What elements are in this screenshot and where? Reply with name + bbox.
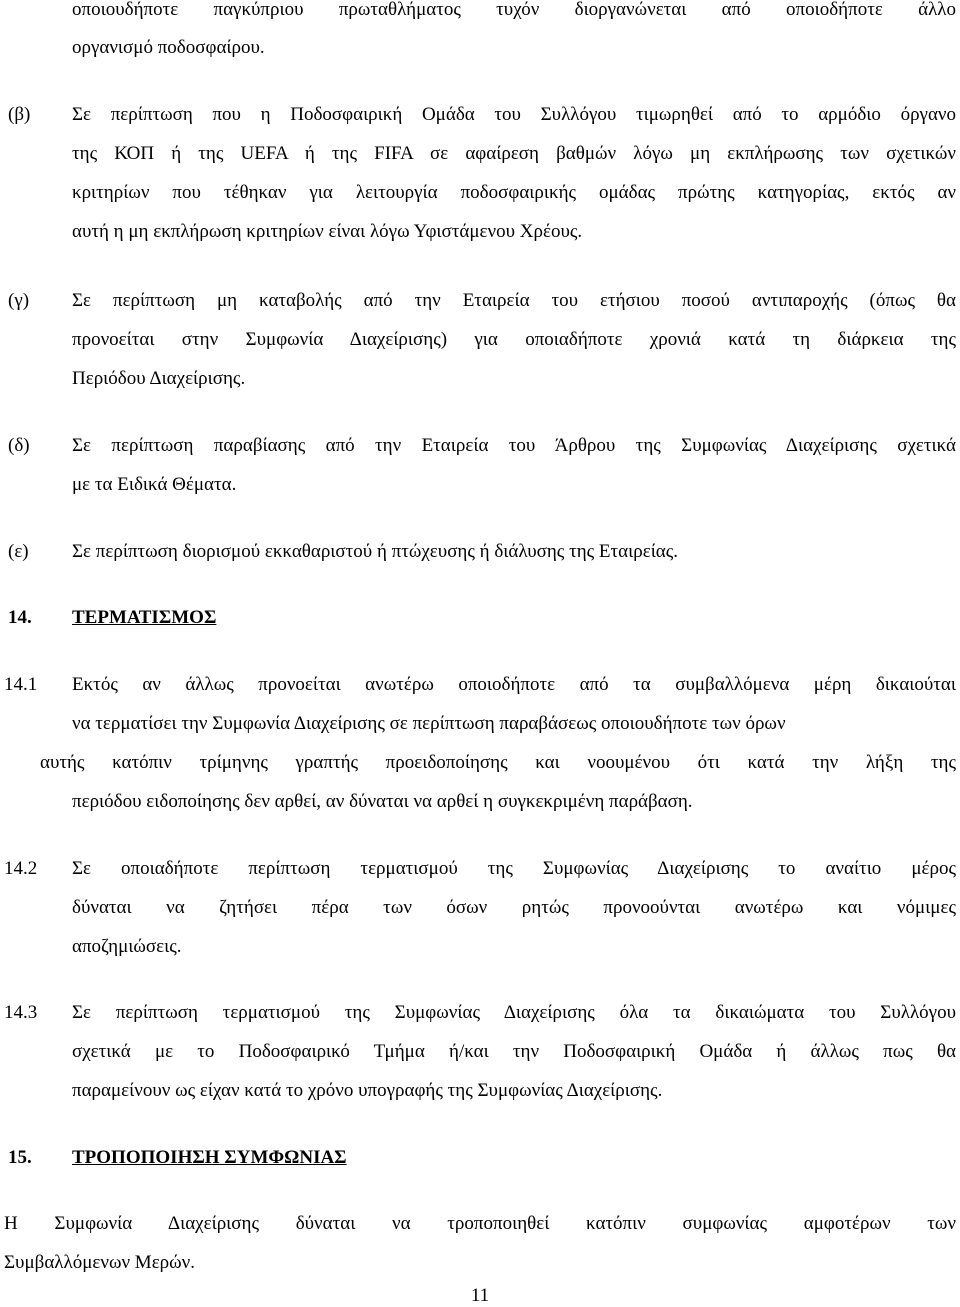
paragraph-line: οποιουδήποτε παγκύπριου πρωταθλήματος τυχόν διοργανώνεται από οποιοδήποτε άλλο — [72, 0, 956, 20]
paragraph-line: Εκτός αν άλλως προνοείται ανωτέρω οποιοδήποτε από τα συμβαλλόμενα μέρη δικαιούται — [72, 674, 956, 695]
paragraph-line: της ΚΟΠ ή της UEFA ή της FIFA σε αφαίρεση βαθμών λόγω μη εκπλήρωσης των σχετικών — [72, 143, 956, 164]
paragraph-line: Σε περίπτωση που η Ποδοσφαιρική Ομάδα του Συλλόγου τιμωρηθεί από το αρμόδιο όργανο — [72, 104, 956, 125]
paragraph-line: περιόδου ειδοποίησης δεν αρθεί, αν δύναται να αρθεί η συγκεκριμένη παράβαση. — [72, 791, 693, 812]
clause-number: 14.3 — [4, 1002, 38, 1023]
paragraph-line: Σε περίπτωση διορισμού εκκαθαριστού ή πτώχευσης ή διάλυσης της Εταιρείας. — [72, 541, 679, 562]
paragraph-line: Σε οποιαδήποτε περίπτωση τερματισμού της Συμφωνίας Διαχείρισης το αναίτιο μέρος — [72, 858, 956, 879]
item-label: (β) — [8, 104, 31, 125]
paragraph-line: αυτή η μη εκπλήρωση κριτηρίων είναι λόγω Υφιστάμενου Χρέους. — [72, 221, 583, 242]
paragraph-line: αποζημιώσεις. — [72, 936, 182, 957]
paragraph-line: να τερματίσει την Συμφωνία Διαχείρισης σε περίπτωση παραβάσεως οποιουδήποτε των όρων — [72, 713, 786, 734]
paragraph-line: οργανισμό ποδοσφαίρου. — [72, 37, 265, 58]
clause-number: 14.2 — [4, 858, 38, 879]
paragraph-line: Η Συμφωνία Διαχείρισης δύναται να τροποποιηθεί κατόπιν συμφωνίας αμφοτέρων των — [4, 1213, 956, 1234]
paragraph-line: παραμείνουν ως είχαν κατά το χρόνο υπογραφής της Συμφωνίας Διαχείρισης. — [72, 1080, 663, 1101]
section-number: 14. — [8, 607, 32, 628]
paragraph-line: Περιόδου Διαχείρισης. — [72, 368, 246, 389]
paragraph-line: προνοείται στην Συμφωνία Διαχείρισης) για οποιαδήποτε χρονιά κατά τη διάρκεια της — [72, 329, 956, 350]
section-title: ΤΡΟΠΟΠΟΙΗΣΗ ΣΥΜΦΩΝΙΑΣ — [72, 1147, 347, 1168]
section-number: 15. — [8, 1147, 32, 1168]
paragraph-line: Σε περίπτωση παραβίασης από την Εταιρεία του Άρθρου της Συμφωνίας Διαχείρισης σχετικά — [72, 435, 956, 456]
page-number: 11 — [470, 1285, 490, 1306]
section-title: ΤΕΡΜΑΤΙΣΜΟΣ — [72, 607, 217, 628]
paragraph-line: Σε περίπτωση τερματισμού της Συμφωνίας Διαχείρισης όλα τα δικαιώματα του Συλλόγου — [72, 1002, 956, 1023]
item-label: (ε) — [8, 541, 29, 562]
paragraph-line: αυτής κατόπιν τρίμηνης γραπτής προειδοποίησης και νοουμένου ότι κατά την λήξη της — [40, 752, 956, 773]
paragraph-line: σχετικά με το Ποδοσφαιρικό Τμήμα ή/και την Ποδοσφαιρική Ομάδα ή άλλως πως θα — [72, 1041, 956, 1062]
paragraph-line: κριτηρίων που τέθηκαν για λειτουργία ποδοσφαιρικής ομάδας πρώτης κατηγορίας, εκτός αν — [72, 182, 956, 203]
paragraph-line: Συμβαλλόμενων Μερών. — [4, 1252, 196, 1273]
clause-number: 14.1 — [4, 674, 38, 695]
paragraph-line: δύναται να ζητήσει πέρα των όσων ρητώς προνοούνται ανωτέρω και νόμιμες — [72, 897, 956, 918]
item-label: (γ) — [8, 290, 30, 311]
item-label: (δ) — [8, 435, 30, 456]
paragraph-line: Σε περίπτωση μη καταβολής από την Εταιρεία του ετήσιου ποσού αντιπαροχής (όπως θα — [72, 290, 956, 311]
paragraph-line: με τα Ειδικά Θέματα. — [72, 474, 237, 495]
